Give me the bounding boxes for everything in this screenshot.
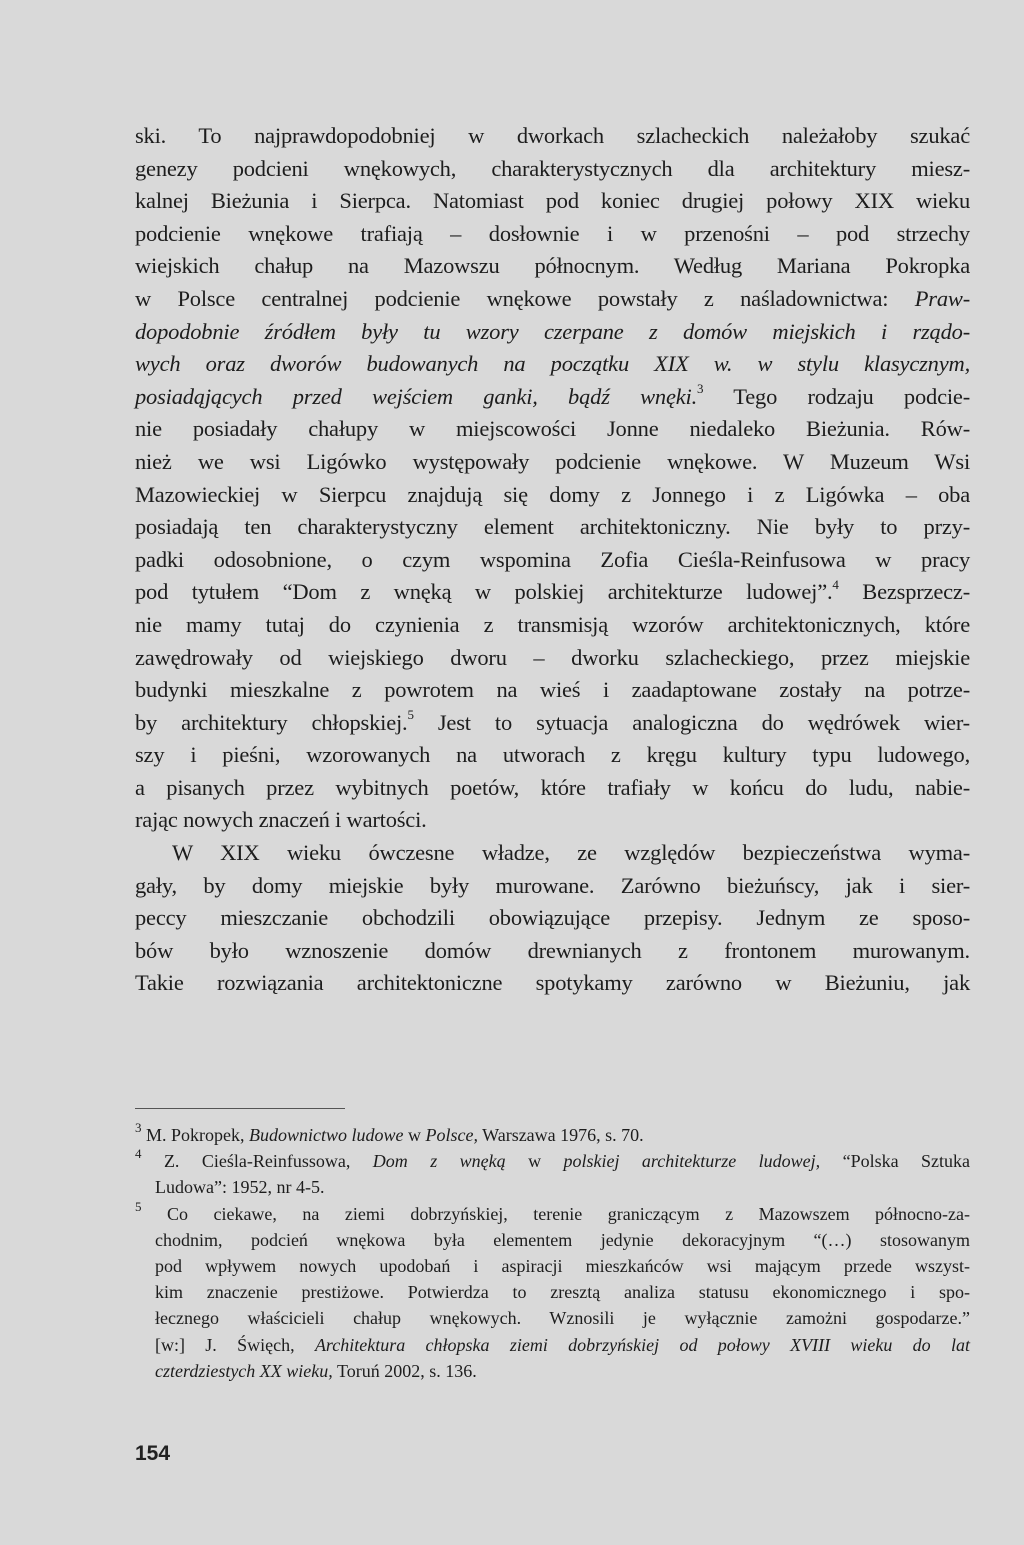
text-line: gały, by domy miejskie były murowane. Zarówno bieżuńscy, jak i sier-: [135, 872, 970, 898]
text-line: padki odosobnione, o czym wspomina Zofia Cieśla-Reinfusowa w pracy: [135, 546, 970, 572]
main-text: [135, 120, 970, 1000]
text-line: nie posiadały chałupy w miejscowości Jonne niedaleko Bieżunia. Rów-: [135, 416, 970, 442]
text-line: bów było wznoszenie domów drewnianych z frontonem murowanym.: [135, 937, 970, 963]
text-line: [135, 348, 970, 381]
footnote-ref: 3: [697, 381, 704, 397]
page-number: 154: [135, 1442, 171, 1465]
footnotes: [135, 1122, 970, 1384]
text-line: podcienie wnękowe trafiają – dosłownie i w przenośni – pod strzechy: [135, 220, 970, 246]
text-line: szy i pieśni, wzorowanych na utworach z kręgu kultury typu ludowego,: [135, 742, 970, 768]
text-line: by architektury chłopskiej.$^5$ Jest to sytuacja analogiczna do wędrówek wier-: [135, 707, 970, 735]
quote-text: wych oraz dworów budowanych na początku XIX w. w stylu klasycznym,: [135, 351, 970, 377]
text-line: Takie rozwiązania architektoniczne spotykamy zarówno w Bieżuniu, jak: [135, 970, 970, 996]
text-line: genezy podcieni wnękowych, charakterystycznych dla architektury miesz-: [135, 155, 970, 181]
text-line: posiadąjących przed wejściem ganki, bądź wnęki.$^3$ Tego rodzaju podcie-: [135, 381, 970, 409]
text-line: zawędrowały od wiejskiego dworu – dworku szlacheckiego, przez miejskie: [135, 644, 970, 670]
footnote-5: $^5$ Co ciekawe, na ziemi dobrzyńskiej, terenie graniczącym z Mazowszem północno-za- chodnim, podcień wnękowa była elementem jedynie dekoracyjnym “(…) stosowanym pod wpływem nowych upodobań i aspiracji mieszkańców wsi mającym przede wszyst- kim znaczenie prestiżowe. Potwierdza to zresztą analiza statusu ekonomicznego i spo- łecznego właścicieli chałup wnękowych. Wznosili je wyłącznie zamożni gospodarze.” [w:] J. Święch, Architektura chłopska ziemi dobrzyńskiej od połowy XVIII wieku do lat czterdziestych XX wieku, Toruń 2002, s. 136.: [135, 1198, 971, 1381]
text-line: a pisanych przez wybitnych poetów, które trafiały w końcu do ludu, nabie-: [135, 774, 970, 800]
text-line: ski. To najprawdopodobniej w dworkach szlacheckich należałoby szukać: [135, 123, 970, 148]
text-line: w Polsce centralnej podcienie wnękowe powstały z naśladownictwa: Praw-: [135, 285, 970, 311]
text-line: nie mamy tutaj do czynienia z transmisją wzorów architektonicznych, które: [135, 611, 970, 637]
footnote-4: $^4$ Z. Cieśla-Reinfussowa, Dom z wnęką w polskiej architekturze ludowej, “Polska Sztuka Ludowa”: 1952, nr 4-5.: [135, 1146, 971, 1198]
text-line: [135, 316, 970, 349]
text-line: Mazowieckiej w Sierpcu znajdują się domy z Jonnego i z Ligówka – oba: [135, 481, 970, 507]
text-line: rając nowych znaczeń i wartości.: [135, 807, 427, 833]
quote-text: posiadąjących przed wejściem ganki, bądź wnęki.: [135, 383, 698, 409]
text-line: kalnej Bieżunia i Sierpca. Natomiast pod koniec drugiej połowy XIX wieku: [135, 188, 970, 214]
text-line: pod tytułem “Dom z wnęką w polskiej architekturze ludowej”.$^4$ Bezsprzecz-: [135, 576, 970, 605]
footnote-ref: 5: [407, 707, 414, 723]
text-line: posiadają ten charakterystyczny element architektoniczny. Nie były to przy-: [135, 514, 970, 540]
footnote-divider: [135, 1108, 345, 1109]
text-line: peccy mieszczanie obchodzili obowiązujące przepisy. Jednym ze sposo-: [135, 905, 970, 931]
quote-text: Praw-: [914, 285, 970, 311]
text-line: nież we wsi Ligówko występowały podcienie wnękowe. W Muzeum Wsi: [135, 448, 970, 474]
text-line: wiejskich chałup na Mazowszu północnym. Według Mariana Pokropka: [135, 253, 970, 279]
text-line: budynki mieszkalne z powrotem na wieś i zaadaptowane zostały na potrze-: [135, 677, 970, 703]
footnote-3: $^3$ M. Pokropek, Budownictwo ludowe w Polsce, Warszawa 1976, s. 70.: [135, 1120, 644, 1145]
footnote-ref: 4: [832, 576, 839, 592]
text-line: W XIX wieku ówczesne władze, ze względów bezpieczeństwa wyma-: [172, 840, 970, 866]
quote-text: dopodobnie źródłem były tu wzory czerpane z domów miejskich i rządo-: [135, 318, 970, 344]
